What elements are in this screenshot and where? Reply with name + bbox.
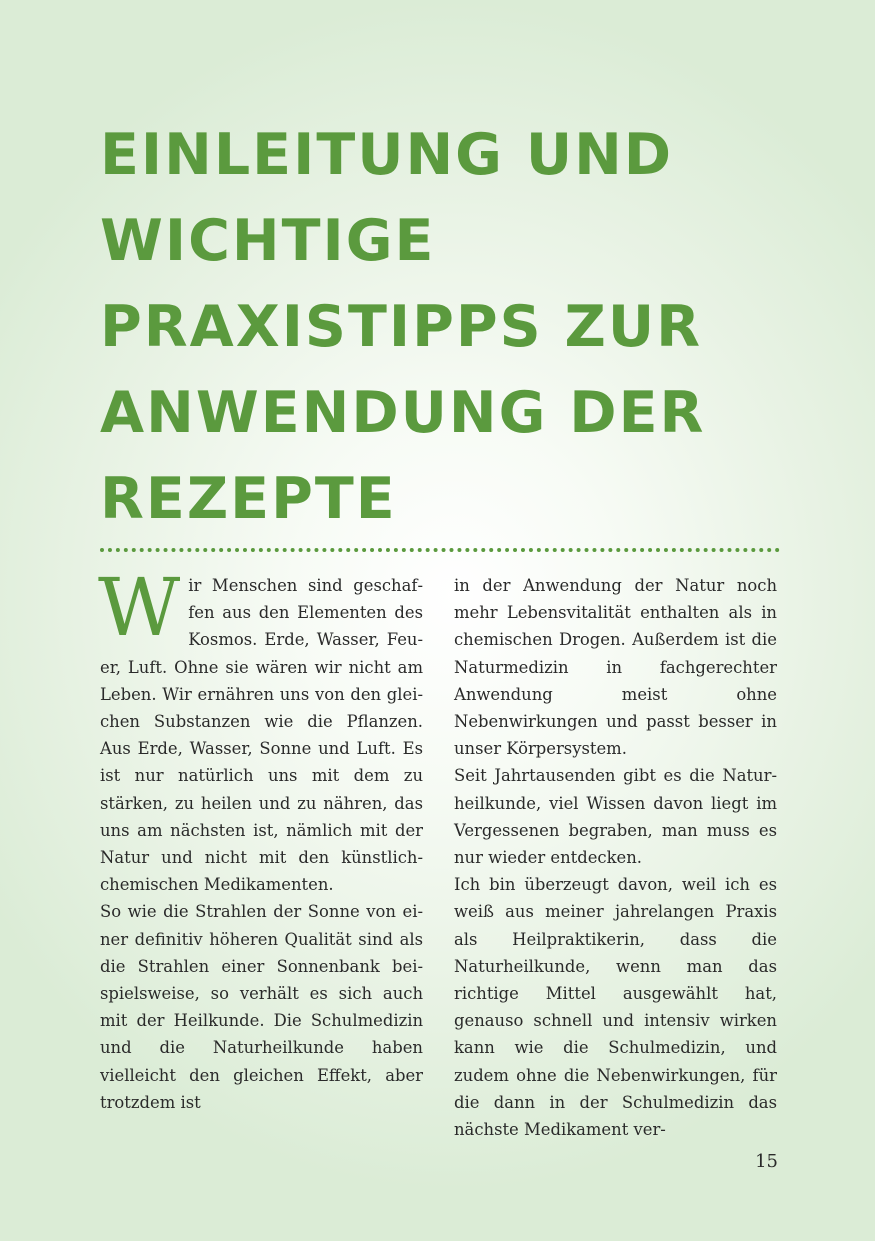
paragraph: in der Anwendung der Natur noch mehr Lebensvitalität enthalten als in chemischen Drogen. Außerdem ist die Naturmedizin in fachgerechter Anwendung meist ohne Nebenwirkungen und passt besser in unser Körpersystem.	[454, 576, 777, 759]
heading-line: WICHTIGE	[100, 208, 436, 274]
paragraph: Seit Jahrtausenden gibt es die Naturheilkunde, viel Wissen davon liegt im Vergessenen begraben, man muss es nur wieder entdecken.	[454, 766, 777, 868]
page-number: 15	[755, 1151, 778, 1172]
left-column	[98, 561, 423, 1116]
paragraph	[98, 561, 423, 898]
dotted-divider	[100, 548, 780, 552]
paragraph: Ich bin überzeugt davon, weil ich es weiß aus meiner jahrelangen Praxis als Heilpraktikerin, dass die Naturheilkunde, wenn man das richtige Mittel ausgewählt hat, genauso schnell und intensiv wirken kann wie die Schulmedizin, und zudem ohne die Nebenwirkungen, für die dann in der Schulmedizin das nächste Medikament ver-	[454, 875, 777, 1140]
paragraph-text: ir Menschen sind geschaffen aus den Elementen des Kosmos. Erde, Wasser, Feuer, Luft. Ohne sie wären wir nicht am Leben. Wir ernähren uns von den gleichen Substanzen wie die Pflanzen. Aus Erde, Wasser, Sonne und Luft. Es ist nur natürlich uns mit dem zu stärken, zu heilen und zu nähren, das uns am nächsten ist, nämlich mit der Natur und nicht mit den künstlich-chemischen Medikamenten.	[100, 576, 423, 895]
heading-line: EINLEITUNG UND	[100, 122, 674, 188]
heading-line: ANWENDUNG DER	[100, 380, 706, 446]
heading-line: REZEPTE	[100, 466, 397, 532]
right-column	[454, 572, 777, 1143]
heading-line: PRAXISTIPPS ZUR	[100, 294, 703, 360]
paragraph: So wie die Strahlen der Sonne von einer definitiv höheren Qualität sind als die Strahlen einer Sonnenbank beispielsweise, so verhält es sich auch mit der Heilkunde. Die Schulmedizin und die Naturheilkunde haben vielleicht den gleichen Effekt, aber trotzdem ist	[100, 902, 423, 1112]
drop-cap: W	[98, 561, 181, 654]
chapter-heading	[100, 112, 800, 542]
